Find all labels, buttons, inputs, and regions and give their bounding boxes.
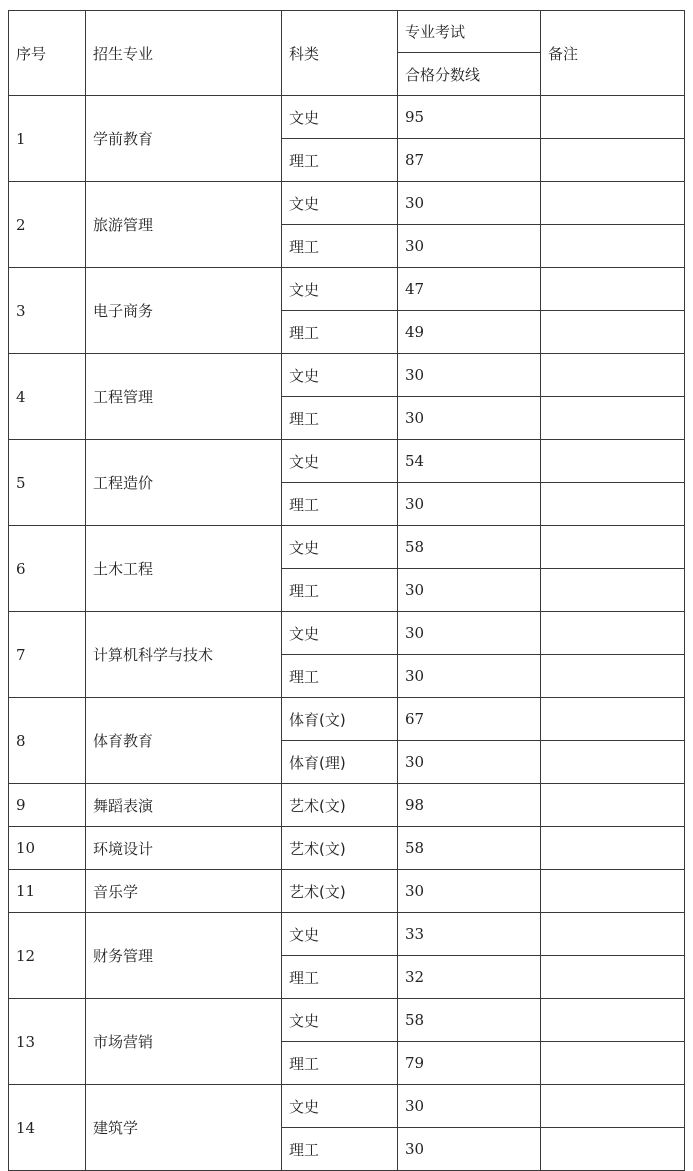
row-index: 13 xyxy=(9,999,86,1085)
row-note xyxy=(541,225,685,268)
row-score: 58 xyxy=(398,526,541,569)
row-note xyxy=(541,612,685,655)
row-category: 理工 xyxy=(282,311,398,354)
row-category: 文史 xyxy=(282,913,398,956)
table-row xyxy=(9,999,685,1042)
row-category: 艺术(文) xyxy=(282,784,398,827)
table-row xyxy=(9,698,685,741)
header-index: 序号 xyxy=(9,11,86,96)
row-score: 30 xyxy=(398,655,541,698)
row-major: 土木工程 xyxy=(86,526,282,612)
table-row xyxy=(9,526,685,569)
row-category: 体育(文) xyxy=(282,698,398,741)
row-category: 理工 xyxy=(282,483,398,526)
header-major: 招生专业 xyxy=(86,11,282,96)
row-note xyxy=(541,526,685,569)
row-index: 10 xyxy=(9,827,86,870)
table-row xyxy=(9,440,685,483)
row-score: 30 xyxy=(398,225,541,268)
row-note xyxy=(541,956,685,999)
row-major: 电子商务 xyxy=(86,268,282,354)
row-score: 87 xyxy=(398,139,541,182)
table-row xyxy=(9,913,685,956)
row-note xyxy=(541,655,685,698)
row-score: 30 xyxy=(398,612,541,655)
row-note xyxy=(541,1085,685,1128)
row-note xyxy=(541,999,685,1042)
row-score: 79 xyxy=(398,1042,541,1085)
row-note xyxy=(541,827,685,870)
row-category: 文史 xyxy=(282,999,398,1042)
row-note xyxy=(541,741,685,784)
table-row xyxy=(9,182,685,225)
row-score: 30 xyxy=(398,483,541,526)
row-score: 30 xyxy=(398,569,541,612)
row-score: 30 xyxy=(398,1085,541,1128)
row-score: 54 xyxy=(398,440,541,483)
row-category: 理工 xyxy=(282,139,398,182)
row-score: 67 xyxy=(398,698,541,741)
row-note xyxy=(541,483,685,526)
row-major: 建筑学 xyxy=(86,1085,282,1171)
row-score: 30 xyxy=(398,741,541,784)
row-category: 艺术(文) xyxy=(282,827,398,870)
row-index: 1 xyxy=(9,96,86,182)
row-category: 理工 xyxy=(282,397,398,440)
row-score: 47 xyxy=(398,268,541,311)
row-major: 计算机科学与技术 xyxy=(86,612,282,698)
header-row xyxy=(9,11,685,53)
table-row xyxy=(9,784,685,827)
table-row xyxy=(9,354,685,397)
row-major: 舞蹈表演 xyxy=(86,784,282,827)
row-index: 12 xyxy=(9,913,86,999)
row-category: 理工 xyxy=(282,655,398,698)
row-note xyxy=(541,354,685,397)
table-row xyxy=(9,870,685,913)
row-note xyxy=(541,698,685,741)
row-category: 文史 xyxy=(282,268,398,311)
row-score: 30 xyxy=(398,354,541,397)
row-score: 30 xyxy=(398,397,541,440)
row-category: 文史 xyxy=(282,354,398,397)
row-major: 工程管理 xyxy=(86,354,282,440)
row-category: 文史 xyxy=(282,96,398,139)
row-category: 文史 xyxy=(282,526,398,569)
row-note xyxy=(541,1128,685,1171)
row-category: 文史 xyxy=(282,440,398,483)
row-note xyxy=(541,268,685,311)
row-category: 理工 xyxy=(282,956,398,999)
row-note xyxy=(541,96,685,139)
row-score: 30 xyxy=(398,182,541,225)
row-category: 理工 xyxy=(282,1042,398,1085)
row-category: 理工 xyxy=(282,225,398,268)
row-category: 体育(理) xyxy=(282,741,398,784)
row-major: 音乐学 xyxy=(86,870,282,913)
row-index: 3 xyxy=(9,268,86,354)
row-major: 旅游管理 xyxy=(86,182,282,268)
header-score-bottom: 合格分数线 xyxy=(398,53,541,96)
row-category: 文史 xyxy=(282,1085,398,1128)
row-index: 11 xyxy=(9,870,86,913)
row-index: 5 xyxy=(9,440,86,526)
row-category: 理工 xyxy=(282,1128,398,1171)
row-score: 30 xyxy=(398,1128,541,1171)
table-row xyxy=(9,1085,685,1128)
row-note xyxy=(541,913,685,956)
row-score: 30 xyxy=(398,870,541,913)
row-note xyxy=(541,182,685,225)
table-row xyxy=(9,96,685,139)
row-note xyxy=(541,870,685,913)
row-note xyxy=(541,311,685,354)
row-index: 8 xyxy=(9,698,86,784)
row-score: 33 xyxy=(398,913,541,956)
row-index: 14 xyxy=(9,1085,86,1171)
row-note xyxy=(541,139,685,182)
row-category: 文史 xyxy=(282,182,398,225)
row-score: 49 xyxy=(398,311,541,354)
row-index: 4 xyxy=(9,354,86,440)
row-note xyxy=(541,569,685,612)
row-score: 98 xyxy=(398,784,541,827)
row-major: 工程造价 xyxy=(86,440,282,526)
row-category: 文史 xyxy=(282,612,398,655)
row-major: 学前教育 xyxy=(86,96,282,182)
row-major: 环境设计 xyxy=(86,827,282,870)
header-note: 备注 xyxy=(541,11,685,96)
row-index: 7 xyxy=(9,612,86,698)
row-index: 2 xyxy=(9,182,86,268)
admission-score-table xyxy=(8,10,685,1171)
row-score: 32 xyxy=(398,956,541,999)
row-index: 9 xyxy=(9,784,86,827)
row-score: 58 xyxy=(398,999,541,1042)
row-score: 95 xyxy=(398,96,541,139)
row-note xyxy=(541,397,685,440)
row-category: 理工 xyxy=(282,569,398,612)
row-major: 体育教育 xyxy=(86,698,282,784)
row-note xyxy=(541,440,685,483)
row-index: 6 xyxy=(9,526,86,612)
row-major: 市场营销 xyxy=(86,999,282,1085)
table-row xyxy=(9,612,685,655)
row-major: 财务管理 xyxy=(86,913,282,999)
header-score-top: 专业考试 xyxy=(398,11,541,53)
row-note xyxy=(541,1042,685,1085)
table-row xyxy=(9,827,685,870)
row-category: 艺术(文) xyxy=(282,870,398,913)
row-note xyxy=(541,784,685,827)
table-row xyxy=(9,268,685,311)
row-score: 58 xyxy=(398,827,541,870)
header-category: 科类 xyxy=(282,11,398,96)
